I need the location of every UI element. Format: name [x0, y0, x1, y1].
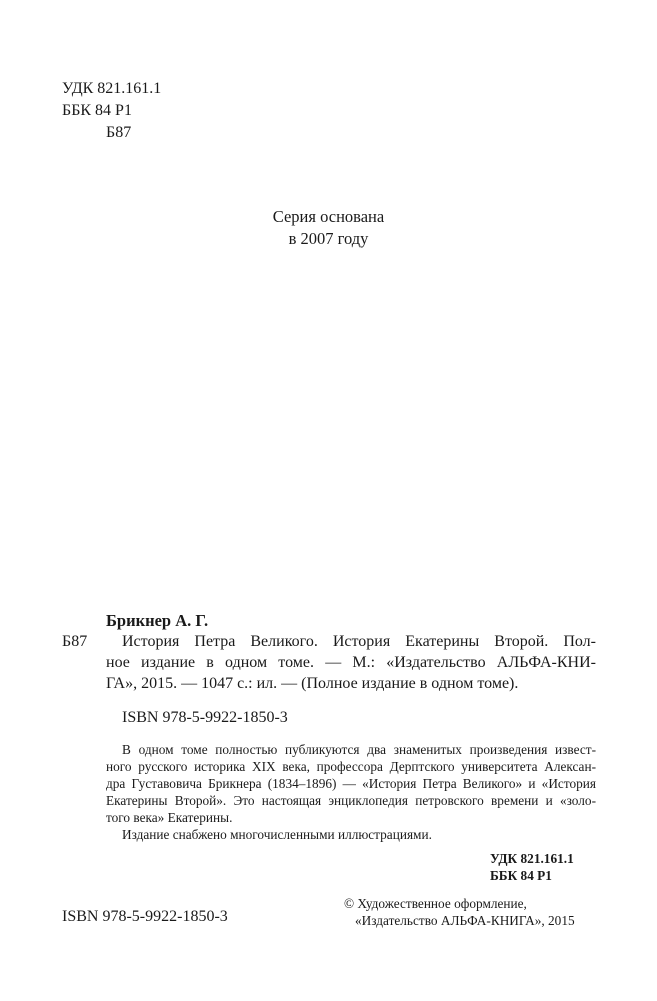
annotation-block	[122, 741, 596, 758]
series-note-line1: Серия основана	[272, 207, 385, 226]
annotation-line: того века» Екатерины.	[106, 810, 233, 825]
annotation-note: Издание снабжено многочисленными иллюстрациями.	[122, 827, 432, 842]
bottom-bbk-code: ББК 84 Р1	[490, 868, 552, 883]
annotation-line: дра Густавовича Брикнера (1834–1896) — «История Петра Великого» и «История	[106, 776, 596, 791]
author-mark: Б87	[106, 124, 132, 141]
annotation-line-wrap	[106, 792, 596, 809]
record-author-mark: Б87	[62, 633, 88, 650]
isbn-record: ISBN 978-5-9922-1850-3	[122, 709, 288, 726]
author-heading: Брикнер А. Г.	[106, 611, 209, 630]
copyright-line2: «Издательство АЛЬФА-КНИГА», 2015	[355, 913, 575, 928]
description-line: История Петра Великого. История Екатерины Второй. Пол-	[122, 633, 596, 650]
annotation-line: ного русского историка XIX века, профессора Дерптского университета Алексан-	[106, 759, 596, 774]
annotation-line-wrap	[106, 758, 596, 775]
description-line: ГА», 2015. — 1047 с.: ил. — (Полное издание в одном томе).	[106, 675, 519, 692]
annotation-line: Екатерины Второй». Это настоящая энциклопедия петровского времени и «золо-	[106, 793, 596, 808]
series-note-line2: в 2007 году	[288, 229, 369, 248]
bibliographic-description	[122, 631, 596, 652]
bibliographic-description-cont	[106, 652, 596, 673]
annotation-line: В одном томе полностью публикуются два знаменитых произведения извест-	[122, 742, 596, 757]
udk-code: УДК 821.161.1	[62, 80, 162, 97]
isbn-bottom: ISBN 978-5-9922-1850-3	[62, 908, 228, 925]
annotation-line-wrap	[106, 775, 596, 792]
bbk-code: ББК 84 Р1	[62, 102, 132, 119]
description-line: ное издание в одном томе. — М.: «Издательство АЛЬФА-КНИ-	[106, 654, 596, 671]
bottom-udk-code: УДК 821.161.1	[490, 851, 574, 866]
copyright-line1: © Художественное оформление,	[344, 896, 527, 911]
